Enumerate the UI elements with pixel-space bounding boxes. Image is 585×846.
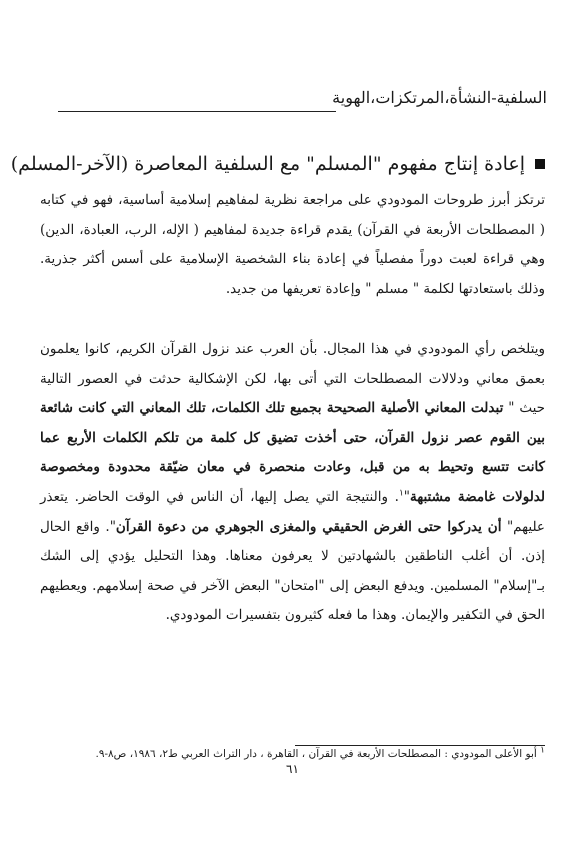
bold-quote: أن يدركوا حتى الغرض الحقيقي والمغزى الجوهري من دعوة القرآن (115, 518, 502, 535)
paragraph-1-line: ترتكز أبرز طروحات المودودي على مراجعة نظرية لمفاهيم إسلامية أساسية، فهو في (70, 192, 546, 208)
paragraph-1-line: جذرية. وذلك باستعادتها لكلمة " مسلم " وإعادة تعريفها من جديد. (40, 251, 545, 297)
paragraph-2 (40, 335, 545, 631)
bold-quote: تبدلت المعاني الأصلية الصحيحة بجميع تلك الكلمات، تلك المعاني التي كانت شائعة بين القوم عصر نزول القرآن، حتى أخذت تضيق كل كلمة من تلكم الكلمات الأربع عما كانت تتسع وتحيط به من قبل، وعادت منحصرة في معان ضيّقة محدودة ومخصوصة لدلولات غامضة مشتبهة (40, 400, 546, 505)
paragraph-2-text: . والنتيجة التي يصل إليها، أن الناس في الوقت الحاضر. يتعذر عليهم" (40, 488, 545, 535)
square-bullet-icon (535, 159, 545, 169)
footnote-ref[interactable]: ١ (398, 488, 404, 499)
footnote-rule (295, 745, 545, 746)
page-number: ٦١ (286, 762, 299, 776)
quote-mark: " (403, 488, 410, 505)
paragraph-2-text: ويتلخص رأي المودودي في هذا المجال. بأن العرب عند نزول القرآن الكريم، كانوا يعلمون بعمق معاني ودلالات المصطلحات التي أتى بها، لكن الإشكالية حدثت في العصور التالية حيث " (40, 341, 546, 417)
paragraph-1-line: كتابه ( المصطلحات الأربعة في القرآن) يقدم قراءة جديدة لمفاهيم ( الإله، الرب، العبادة، (40, 192, 545, 238)
footnote-text: أبو الأعلى المودودي : المصطلحات الأربعة في القرآن ، القاهرة ، دار التراث العربي ط٢، ١٩٨٦، ص٨-٩. (95, 748, 537, 760)
running-head: السلفية-النشأة،المرتكزات،الهوية (332, 88, 547, 107)
footnote-marker: ١ (540, 745, 545, 756)
paragraph-1 (40, 186, 545, 304)
paragraph-1-line: الدين) وهي قراءة لعبت دوراً مفصلياً في إعادة بناء الشخصية الإسلامية على أسس أكثر (40, 221, 545, 268)
header-rule (58, 111, 336, 112)
section-title: إعادة إنتاج مفهوم "المسلم" مع السلفية المعاصرة (الآخر-المسلم) (10, 153, 525, 175)
footnote (25, 745, 545, 760)
section-heading (11, 153, 545, 175)
paragraph-2-text: ". واقع الحال إذن. أن أغلب الناطقين بالشهادتين لا يعرفون معناها. وهذا التحليل يؤدي إلى الشك بـ"إسلام" المسلمين. ويدفع البعض إلى "امتحان" البعض الآخر في صحة إسلامهم. ويعطيهم الحق في التكفير والإيمان. وهذا ما فعله كثيرون بتفسيرات المودودي. (40, 518, 545, 624)
